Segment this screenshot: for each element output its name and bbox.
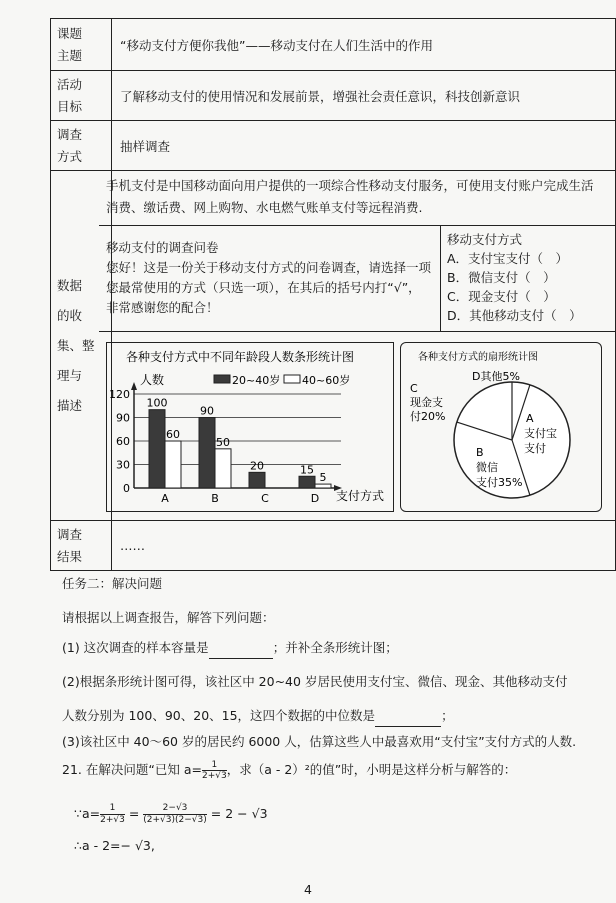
option-d: D．其他移动支付（ ） [447, 308, 582, 323]
y-tick-label: 30 [116, 458, 130, 472]
bar [315, 484, 331, 488]
page-number: 4 [304, 882, 312, 897]
bar-data-label: 90 [200, 404, 214, 418]
topic-value: “移动支付方便你我他”——移动支付在人们生活中的作用 [112, 19, 616, 71]
bar [165, 441, 181, 488]
pie-label-a-1: A [526, 412, 534, 425]
intro-line-1: 手机支付是中国移动面向用户提供的一项综合性移动支付服务，可使用支付账户完成生活 [106, 178, 594, 193]
bar [199, 418, 215, 489]
x-tick-label: D [310, 492, 320, 505]
questionnaire-line-2: 您最常使用的方式（只选一项），在其后的括号内打“√”， [106, 280, 421, 295]
pie-title: 各种支付方式的扇形统计图 [418, 352, 538, 363]
question-1: (1) 这次调查的样本容量是 ；并补全条形统计图； [62, 638, 398, 659]
pie-label-a-2: 支付宝 [524, 427, 557, 440]
legend-swatch-20-40 [214, 375, 230, 383]
legend-label-20-40: 20~40岁 [232, 374, 281, 387]
pie-chart [400, 342, 602, 512]
questionnaire-line-1: 您好！这是一份关于移动支付方式的问卷调查，请选择一项 [106, 260, 432, 275]
bar-y-label: 人数 [140, 373, 165, 387]
question-3: (3)该社区中 40～60 岁的居民约 6000 人，估算这些人中最喜欢用“支付宝”支付方式的人数. [62, 734, 577, 749]
option-c: C．现金支付（ ） [447, 289, 556, 304]
solution-step-1: ∵a= $\frac{1}{2+√3}$ = $\frac{2-√3}{(2+√3)(2-√3)}$ = 2 − √3 [74, 803, 268, 825]
questionnaire-title: 移动支付的调查问卷 [106, 240, 219, 255]
bar-x-label: 支付方式 [336, 489, 385, 503]
questionnaire-line-3: 非常感谢您的配合！ [106, 300, 219, 315]
divider [440, 225, 441, 331]
y-tick-label: 120 [109, 388, 130, 401]
bar-data-label: 100 [146, 396, 168, 410]
bar-data-label: 60 [166, 428, 180, 441]
row-label-goal: 活动 目标 [51, 71, 112, 121]
solution-step-2: ∴a - 2=− √3, [74, 838, 155, 853]
bar-data-label: 50 [216, 435, 230, 449]
row-label-topic: 课题 主题 [51, 19, 112, 71]
task-heading: 任务二：解决问题 [62, 576, 163, 591]
bar [215, 449, 231, 488]
option-a: A．支付宝支付（ ） [447, 251, 569, 266]
pie-label-c-3: 付20% [410, 410, 446, 423]
x-tick-label: B [211, 492, 219, 505]
y-tick-label: 0 [123, 482, 130, 495]
goal-value: 了解移动支付的使用情况和发展前景，增强社会责任意识，科技创新意识 [112, 71, 616, 121]
task-instruction: 请根据以上调查报告，解答下列问题： [62, 610, 275, 625]
divider [99, 331, 616, 332]
intro-line-2: 消费、缴话费、网上购物、水电燃气账单支付等远程消费. [106, 200, 423, 215]
y-tick-label: 60 [116, 435, 130, 448]
method-value: 抽样调查 [112, 121, 616, 171]
answer-blank-1[interactable] [209, 638, 273, 659]
bar [299, 476, 315, 488]
legend-swatch-40-60 [284, 375, 300, 383]
row-label-data: 数据 的收 集、整 理与 描述 [51, 171, 112, 521]
pie-label-b-2: 微信 [476, 461, 498, 474]
pie-label-d: D其他5% [472, 370, 520, 383]
problem-21: 21. 在解决问题“已知 a= $\frac{1}{2+√3}$ ，求（a - 2）²的值”时，小明是这样分析与解答的： [62, 760, 517, 781]
question-2-line-1: (2)根据条形统计图可得，该社区中 20~40 岁居民使用支付宝、微信、现金、其他移动支付 [62, 674, 568, 689]
pie-label-c-2: 现金支 [410, 396, 443, 409]
answer-blank-2[interactable] [375, 706, 441, 727]
bar-data-label: 20 [250, 459, 264, 473]
bar-chart-title: 各种支付方式中不同年龄段人数条形统计图 [126, 350, 355, 364]
options-title: 移动支付方式 [447, 232, 523, 247]
pie-label-a-3: 支付 [524, 442, 546, 455]
bar-data-label: 5 [319, 471, 327, 485]
pie-label-c-1: C [410, 382, 418, 395]
row-label-result: 调查 结果 [51, 521, 112, 571]
bar [249, 472, 265, 488]
option-b: B．微信支付（ ） [447, 270, 556, 285]
legend-label-40-60: 40~60岁 [302, 374, 351, 387]
pie-label-b-1: B [476, 446, 484, 459]
x-tick-label: A [161, 492, 169, 505]
row-label-method: 调查 方式 [51, 121, 112, 171]
bar-data-label: 15 [300, 463, 314, 477]
bar-chart [106, 342, 394, 512]
y-tick-label: 90 [116, 411, 130, 425]
bar [149, 410, 165, 488]
question-2-line-2: 人数分别为 100、90、20、15，这四个数据的中位数是 ； [62, 706, 454, 727]
result-value: …… [112, 521, 616, 571]
divider [99, 225, 616, 226]
pie-label-b-3: 支付35% [476, 476, 523, 489]
x-tick-label: C [261, 492, 269, 505]
